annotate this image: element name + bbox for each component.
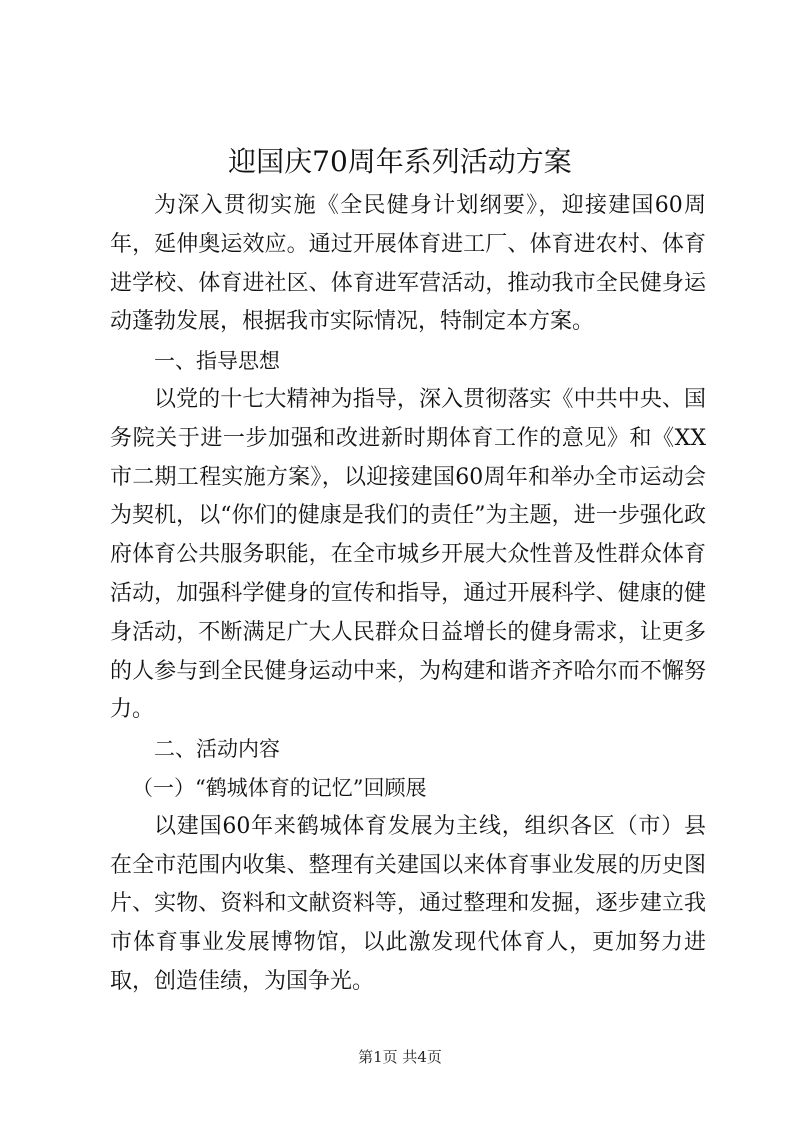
subsection-heading-retrospective-exhibition: （一）“鹤城体育的记忆”回顾展 bbox=[132, 775, 427, 800]
section-heading-guiding-ideology: 一、指导思想 bbox=[154, 349, 280, 374]
page-title: 迎国庆70周年系列活动方案 bbox=[228, 145, 572, 178]
guiding-ideology-paragraph: 以党的十七大精神为指导，深入贯彻落实《中共中央、国务院关于进一步加强和改进新时期体育工作的意见》和《XX市二期工程实施方案》，以迎接建国60周年和举办全市运动会为契机，以“你们的健康是我们的责任”为主题，进一步强化政府体育公共服务职能，在全市城乡开展大众性普及性群众体育活动，加强科学健身的宣传和指导，通过开展科学、健康的健身活动，不断满足广大人民群众日益增长的健身需求，让更多的人参与到全民健身运动中来，为构建和谐齐齐哈尔而不懈努力。 bbox=[110, 386, 706, 723]
retrospective-exhibition-paragraph: 以建国60年来鹤城体育发展为主线，组织各区（市）县在全市范围内收集、整理有关建国以来体育事业发展的历史图片、实物、资料和文献资料等，通过整理和发掘，逐步建立我市体育事业发展博物馆，以此激发现代体育人，更加努力进取，创造佳绩，为国争光。 bbox=[110, 813, 706, 994]
intro-paragraph: 为深入贯彻实施《全民健身计划纲要》，迎接建国60周年，延伸奥运效应。通过开展体育进工厂、体育进农村、体育进学校、体育进社区、体育进军营活动，推动我市全民健身运动蓬勃发展，根据我市实际情况，特制定本方案。 bbox=[110, 193, 706, 335]
page-footer: 第1页 共4页 bbox=[358, 1048, 442, 1066]
document-body bbox=[110, 187, 706, 1002]
section-heading-activity-content: 二、活动内容 bbox=[154, 737, 280, 762]
